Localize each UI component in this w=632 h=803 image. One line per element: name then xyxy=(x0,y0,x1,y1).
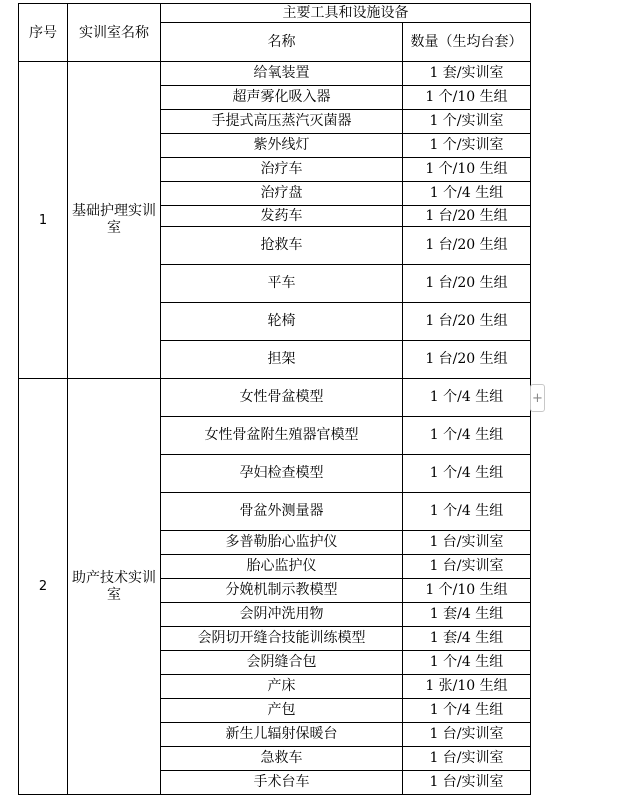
item-name: 治疗盘 xyxy=(161,182,403,206)
item-qty: 1 个/4 生组 xyxy=(403,379,531,417)
item-qty: 1 个/4 生组 xyxy=(403,417,531,455)
item-qty: 1 个/10 生组 xyxy=(403,579,531,603)
item-qty: 1 台/20 生组 xyxy=(403,206,531,227)
equipment-table xyxy=(18,3,531,795)
item-qty: 1 台/实训室 xyxy=(403,555,531,579)
item-name: 产床 xyxy=(161,675,403,699)
item-qty: 1 台/20 生组 xyxy=(403,265,531,303)
item-qty: 1 台/20 生组 xyxy=(403,303,531,341)
item-qty: 1 台/实训室 xyxy=(403,531,531,555)
item-name: 发药车 xyxy=(161,206,403,227)
header-qty: 数量（生均台套） xyxy=(403,23,531,62)
section-room: 助产技术实训室 xyxy=(68,379,161,795)
item-qty: 1 个/4 生组 xyxy=(403,182,531,206)
item-qty: 1 个/4 生组 xyxy=(403,455,531,493)
item-qty: 1 个/4 生组 xyxy=(403,651,531,675)
header-seq: 序号 xyxy=(19,4,68,62)
item-name: 给氧装置 xyxy=(161,62,403,86)
item-qty: 1 套/4 生组 xyxy=(403,603,531,627)
item-name: 轮椅 xyxy=(161,303,403,341)
item-name: 会阴冲洗用物 xyxy=(161,603,403,627)
item-name: 新生儿辐射保暖台 xyxy=(161,723,403,747)
item-name: 产包 xyxy=(161,699,403,723)
item-name: 女性骨盆模型 xyxy=(161,379,403,417)
item-qty: 1 套/实训室 xyxy=(403,62,531,86)
item-name: 胎心监护仪 xyxy=(161,555,403,579)
item-name: 紫外线灯 xyxy=(161,134,403,158)
item-name: 孕妇检查模型 xyxy=(161,455,403,493)
item-name: 会阴缝合包 xyxy=(161,651,403,675)
item-name: 分娩机制示教模型 xyxy=(161,579,403,603)
item-qty: 1 张/10 生组 xyxy=(403,675,531,699)
header-room: 实训室名称 xyxy=(68,4,161,62)
item-qty: 1 个/实训室 xyxy=(403,134,531,158)
item-name: 治疗车 xyxy=(161,158,403,182)
item-qty: 1 个/实训室 xyxy=(403,110,531,134)
item-name: 手提式高压蒸汽灭菌器 xyxy=(161,110,403,134)
section-seq: 2 xyxy=(19,379,68,795)
add-column-button[interactable] xyxy=(530,384,545,412)
item-name: 超声雾化吸入器 xyxy=(161,86,403,110)
item-qty: 1 台/20 生组 xyxy=(403,341,531,379)
item-name: 平车 xyxy=(161,265,403,303)
item-name: 女性骨盆附生殖器官模型 xyxy=(161,417,403,455)
item-name: 急救车 xyxy=(161,747,403,771)
section-seq: 1 xyxy=(19,62,68,379)
table-row xyxy=(19,62,531,86)
item-name: 多普勒胎心监护仪 xyxy=(161,531,403,555)
item-qty: 1 个/10 生组 xyxy=(403,158,531,182)
header-equipment-group: 主要工具和设施设备 xyxy=(161,4,531,23)
item-name: 骨盆外测量器 xyxy=(161,493,403,531)
table-row xyxy=(19,379,531,417)
item-name: 抢救车 xyxy=(161,227,403,265)
item-qty: 1 个/4 生组 xyxy=(403,493,531,531)
item-qty: 1 台/实训室 xyxy=(403,771,531,795)
item-qty: 1 个/10 生组 xyxy=(403,86,531,110)
item-name: 会阴切开缝合技能训练模型 xyxy=(161,627,403,651)
item-qty: 1 个/4 生组 xyxy=(403,699,531,723)
item-name: 手术台车 xyxy=(161,771,403,795)
section-room: 基础护理实训室 xyxy=(68,62,161,379)
header-name: 名称 xyxy=(161,23,403,62)
item-name: 担架 xyxy=(161,341,403,379)
item-qty: 1 台/20 生组 xyxy=(403,227,531,265)
plus-icon: + xyxy=(532,391,543,406)
item-qty: 1 台/实训室 xyxy=(403,747,531,771)
item-qty: 1 台/实训室 xyxy=(403,723,531,747)
item-qty: 1 套/4 生组 xyxy=(403,627,531,651)
